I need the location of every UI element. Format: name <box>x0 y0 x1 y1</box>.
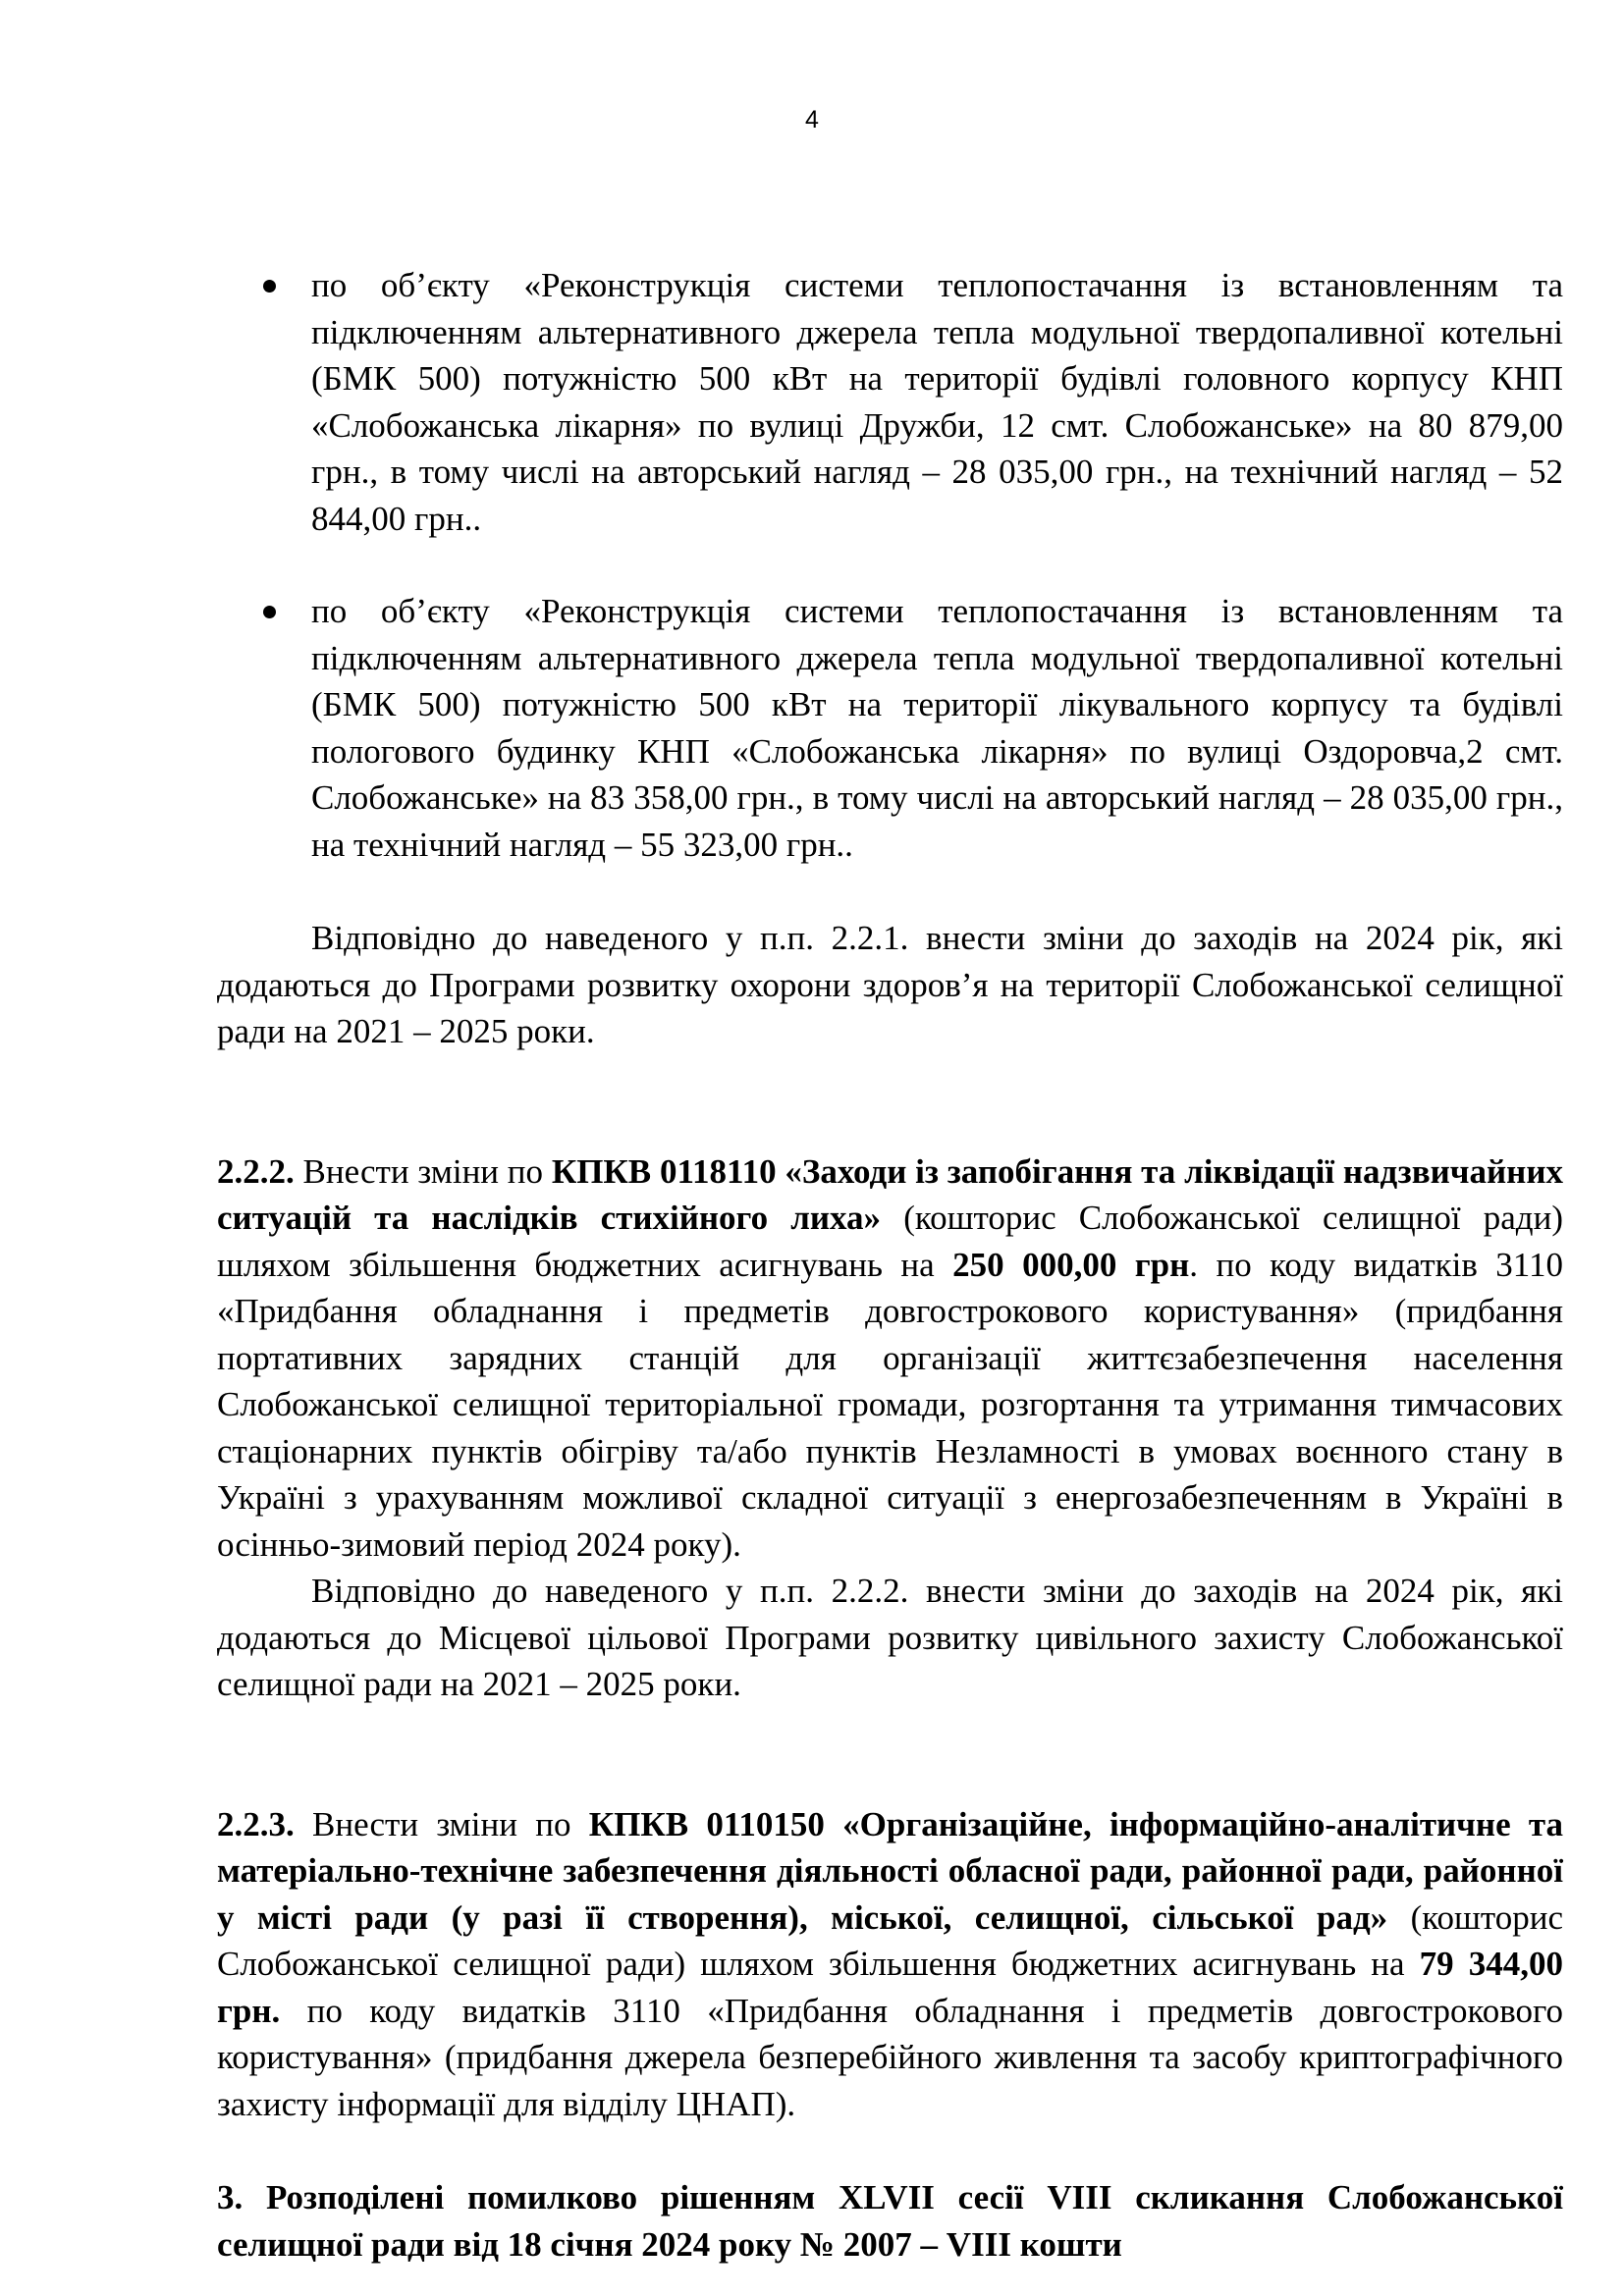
amount: 79 344,00 грн. <box>217 1945 1563 2030</box>
section-3-heading <box>217 2174 1563 2268</box>
section-number: 2.2.2. <box>217 1151 295 1191</box>
section-mid: (кошторис Слобожанської селищної ради) шляхом збільшення бюджетних асигнувань на <box>217 1199 1564 1284</box>
section-lead: Внести зміни по <box>294 1151 552 1191</box>
kpkv-title: КПКВ 0110150 «Організаційне, інформаційно-аналітичне та матеріально-технічне забезпечення діяльності обласної ради, районної ради, районної у місті ради (у разі її створення), міської, селищної, сільської рад» <box>217 1804 1563 1937</box>
section-tail: по коду видатків 3110 «Придбання обладнання і предметів довгострокового користування» (придбання джерела безперебійного живлення та засобу криптографічного захисту інформації для відділу ЦНАП). <box>217 1991 1563 2123</box>
paragraph-221-note: Відповідно до наведеного у п.п. 2.2.1. внести зміни до заходів на 2024 рік, які додаються до Програми розвитку охорони здоров’я на території Слобожанської селищної ради на 2021 – 2025 роки. <box>217 919 1563 1050</box>
kpkv-title: КПКВ 0118110 «Заходи із запобігання та ліквідації надзвичайних ситуацій та наслідків стихійного лиха» <box>217 1151 1563 1237</box>
section-2-2-2 <box>217 1148 1563 1708</box>
bullet-icon <box>263 606 276 618</box>
section-2-2-3-paragraph <box>217 1801 1563 2128</box>
section-number: 2.2.3. <box>217 1804 295 1843</box>
section-lead: Внести зміни по <box>294 1804 589 1843</box>
bullet-icon <box>263 280 276 293</box>
document-body <box>217 262 1563 2268</box>
bullet-text: по об’єкту «Реконструкція системи теплопостачання із встановленням та підключенням альтернативного джерела тепла модульної твердопаливної котельні (БМК 500) потужністю 500 кВт на території будівлі головного корпусу КНП «Слобожанська лікарня» по вулиці Дружби, 12 смт. Слобожанське» на 80 879,00 грн., в тому числі на авторський нагляд – 28 035,00 грн., на технічний нагляд – 52 844,00 грн.. <box>311 266 1563 538</box>
section-3 <box>217 2174 1563 2268</box>
section-3-text: 3. Розподілені помилково рішенням XLVII сесії VIII скликання Слобожанської селищної ради від 18 січня 2024 року № 2007 – VIII кошти <box>217 2178 1563 2264</box>
section-2-2-3 <box>217 1801 1563 2128</box>
list-item <box>217 588 1563 868</box>
section-tail: . по коду видатків 3110 «Придбання обладнання і предметів довгострокового користування» (придбання портативних зарядних станцій для організації життєзабезпечення населення Слобожанської селищної територіальної громади, розгортання та утримання тимчасових стаціонарних пунктів обігріву та/або пунктів Незламності в умовах воєнного стану в Україні з урахуванням можливої складної ситуації з енергозабезпеченням в Україні в осінньо-зимовий період 2024 року). <box>217 1245 1564 1564</box>
section-mid: (кошторис Слобожанської селищної ради) шляхом збільшення бюджетних асигнувань на <box>217 1897 1563 1983</box>
bullet-text: по об’єкту «Реконструкція системи теплопостачання із встановленням та підключенням альтернативного джерела тепла модульної твердопаливної котельні (БМК 500) потужністю 500 кВт на території лікувального корпусу та будівлі пологового будинку КНП «Слобожанська лікарня» по вулиці Оздоровча,2 смт. Слобожанське» на 83 358,00 грн., в тому числі на авторський нагляд – 28 035,00 грн., на технічний нагляд – 55 323,00 грн.. <box>311 592 1563 864</box>
page-number: 4 <box>805 106 819 133</box>
section-2-2-2-note: Відповідно до наведеного у п.п. 2.2.2. внести зміни до заходів на 2024 рік, які додаються до Місцевої цільової Програми розвитку цивільного захисту Слобожанської селищної ради на 2021 – 2025 роки. <box>217 1572 1563 1703</box>
amount: 250 000,00 грн <box>952 1245 1190 1284</box>
section-2-2-2-paragraph <box>217 1148 1563 1569</box>
list-item <box>217 262 1563 542</box>
